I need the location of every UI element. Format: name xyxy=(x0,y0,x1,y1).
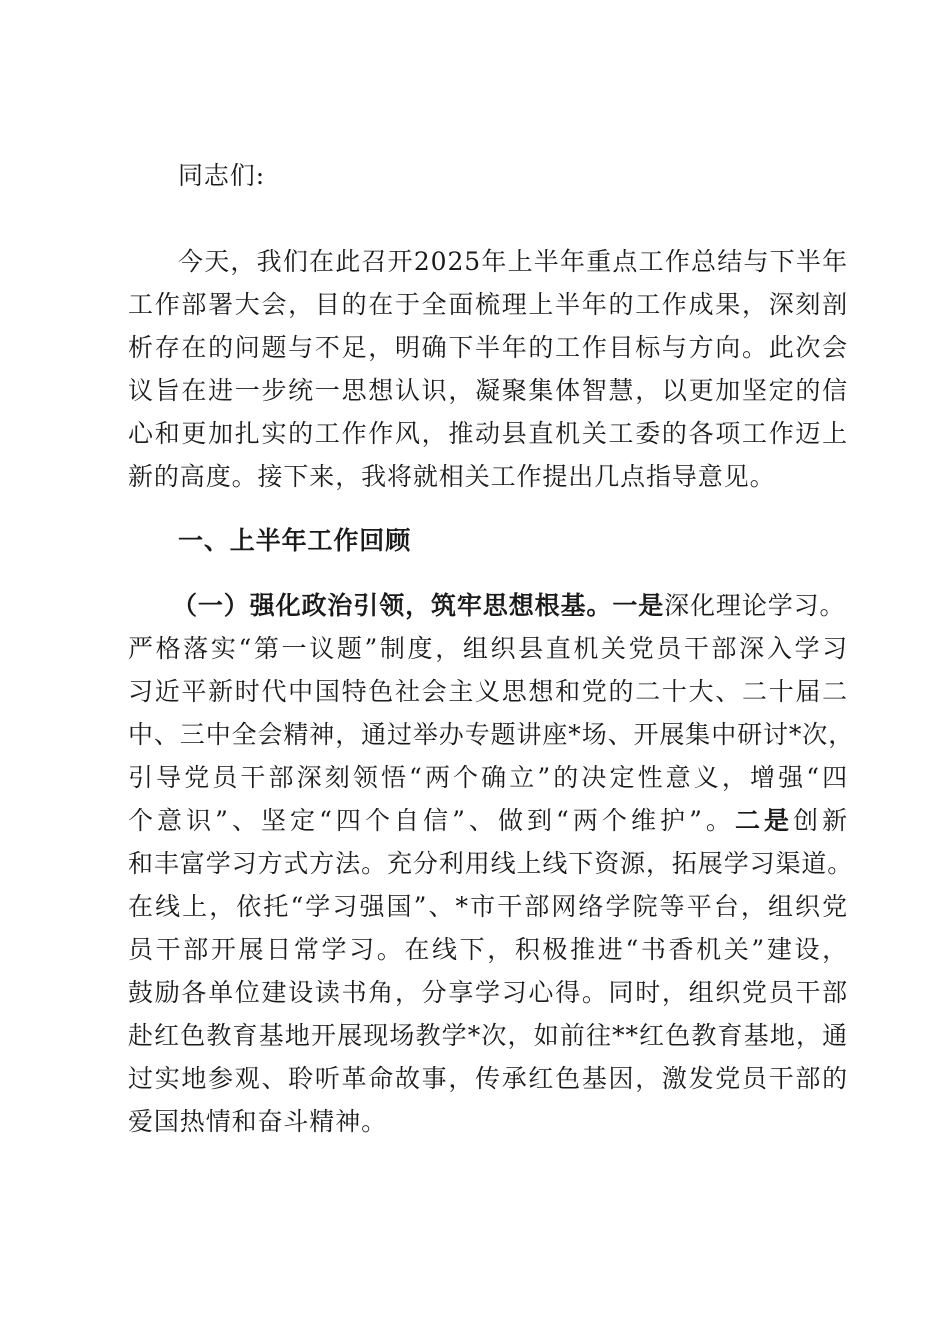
body-line-13: 爱国热情和奋斗精神。 xyxy=(128,1107,388,1136)
subsection-line1-rest: 深化理论学习。 xyxy=(664,591,846,620)
intro-line-2: 工作部署大会，目的在于全面梳理上半年的工作成果，深刻剖 xyxy=(128,290,848,319)
body-line-7: 和丰富学习方式方法。充分利用线上线下资源，拓展学习渠道。 xyxy=(128,849,854,878)
intro-line-5: 心和更加扎实的工作作风，推动县直机关工委的各项工作迈上 xyxy=(128,419,848,448)
intro-line-4: 议旨在进一步统一思想认识，凝聚集体智慧，以更加坚定的信 xyxy=(128,376,848,405)
intro-line-1: 今天，我们在此召开2025年上半年重点工作总结与下半年 xyxy=(178,247,848,276)
keyword-one: 一是 xyxy=(612,591,665,620)
section-heading: 一、上半年工作回顾 xyxy=(178,526,412,555)
salutation: 同志们: xyxy=(178,161,266,190)
subsection-first-line xyxy=(172,589,848,623)
body-line-2: 严格落实“第一议题”制度，组织县直机关党员干部深入学习 xyxy=(128,634,848,663)
body-line-6-rest: 创新 xyxy=(793,806,848,835)
subsection-title: （一）强化政治引领，筑牢思想根基。 xyxy=(172,591,613,620)
body-line-10: 鼓励各单位建设读书角，分享学习心得。同时，组织党员干部 xyxy=(128,978,848,1007)
body-line-5: 引导党员干部深刻领悟“两个确立”的决定性意义，增强“四 xyxy=(128,763,848,792)
body-line-3: 习近平新时代中国特色社会主义思想和党的二十大、二十届二 xyxy=(128,677,848,706)
body-line-4: 中、三中全会精神，通过举办专题讲座*场、开展集中研讨*次， xyxy=(128,720,855,749)
body-line-6-pre: 个意识”、坚定“四个自信”、做到“两个维护”。 xyxy=(128,806,735,835)
body-line-11: 赴红色教育基地开展现场教学*次，如前往**红色教育基地，通 xyxy=(128,1021,848,1050)
intro-line-3: 析存在的问题与不足，明确下半年的工作目标与方向。此次会 xyxy=(128,333,848,362)
body-line-6 xyxy=(128,804,848,838)
intro-line-6: 新的高度。接下来，我将就相关工作提出几点指导意见。 xyxy=(128,462,776,491)
body-line-9: 员干部开展日常学习。在线下，积极推进“书香机关”建设， xyxy=(128,935,848,964)
body-line-8: 在线上，依托“学习强国”、*市干部网络学院等平台，组织党 xyxy=(128,892,848,921)
keyword-two: 二是 xyxy=(734,806,794,835)
body-line-12: 过实地参观、聆听革命故事，传承红色基因，激发党员干部的 xyxy=(128,1064,848,1093)
